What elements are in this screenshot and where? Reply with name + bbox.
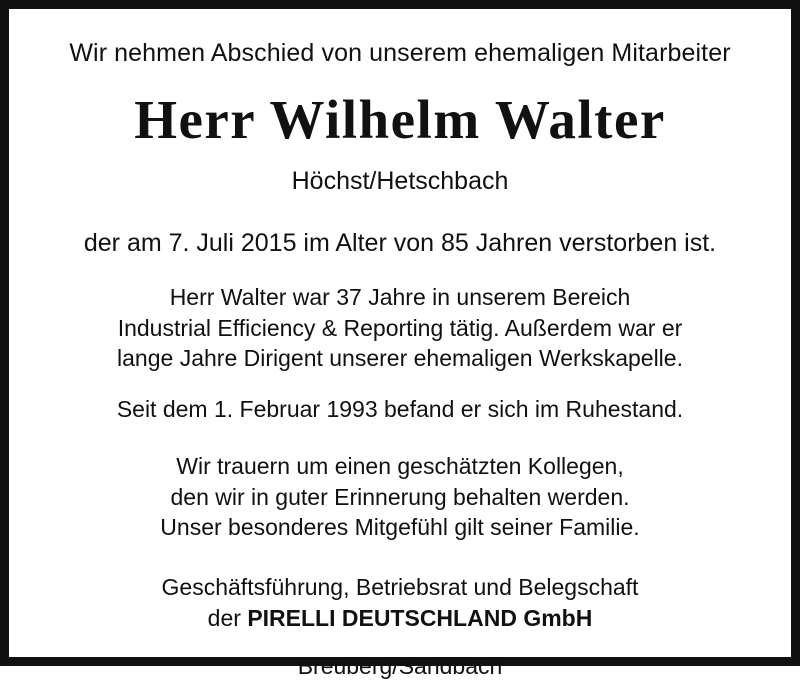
company-name: PIRELLI DEUTSCHLAND GmbH [247,605,593,632]
retirement-line: Seit dem 1. Februar 1993 befand er sich im Ruhestand. [116,396,684,423]
tribute-line-1: Herr Walter war 37 Jahre in unserem Bereich [169,284,631,311]
closing-line-1: Wir trauern um einen geschätzten Kollegen, [176,453,624,480]
company-line [162,603,639,634]
company-city: Breuberg/Sandbach [297,653,503,680]
closing-paragraph [160,451,639,542]
company-prefix: der [207,605,248,632]
tribute-paragraph [117,282,683,373]
signature-block [162,572,639,634]
closing-line-3: Unser besonderes Mitgefühl gilt seiner Familie. [160,513,640,540]
deceased-place: Höchst/Hetschbach [291,167,509,196]
tribute-line-3: lange Jahre Dirigent unserer ehemaligen Werkskapelle. [117,344,683,371]
closing-line-2: den wir in guter Erinnerung behalten werden. [170,483,630,510]
deceased-name: Herr Wilhelm Walter [134,88,666,150]
obituary-inner-frame [9,9,791,680]
intro-text: Wir nehmen Abschied von unserem ehemaligen Mitarbeiter [69,39,731,67]
death-date-line: der am 7. Juli 2015 im Alter von 85 Jahren verstorben ist. [83,229,717,258]
tribute-line-2: Industrial Efficiency & Reporting tätig. Außerdem war er [117,314,683,341]
signers-line: Geschäftsführung, Betriebsrat und Belegschaft [161,574,639,601]
